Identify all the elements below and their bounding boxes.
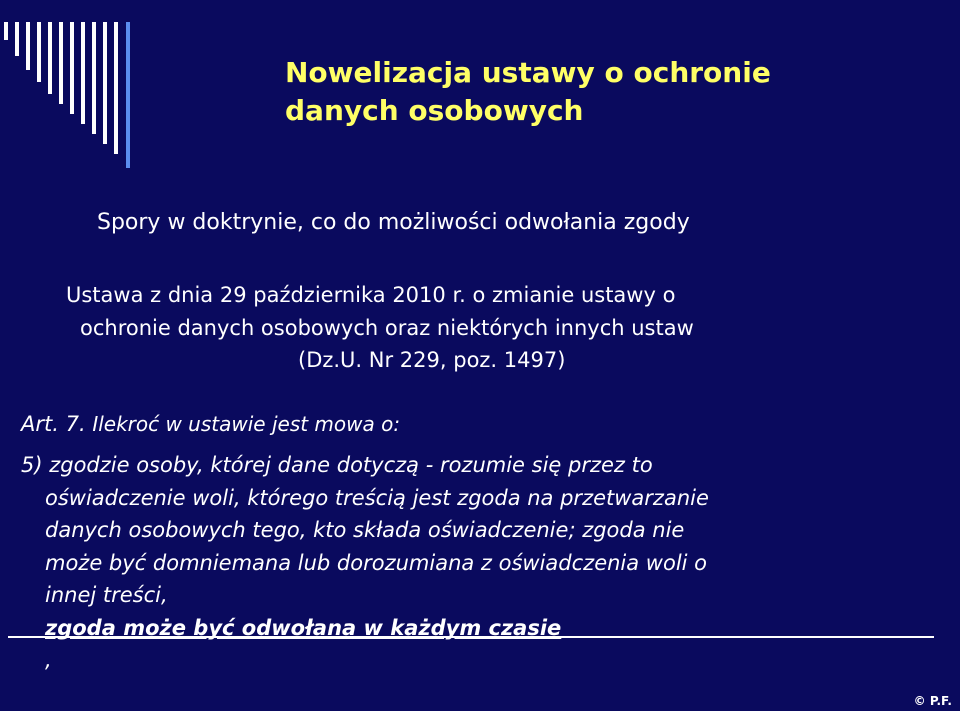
section-heading: Spory w doktrynie, co do możliwości odwołania zgody [97, 210, 690, 235]
footer-copyright: © P.F. [913, 694, 952, 708]
stripe-5 [48, 22, 52, 94]
slide-title-line-2: danych osobowych [285, 94, 584, 127]
stripe-12 [126, 22, 130, 168]
article-point-5 [21, 449, 709, 677]
stripe-3 [26, 22, 30, 70]
stripe-7 [70, 22, 74, 114]
stripe-4 [37, 22, 41, 82]
article-label: Art. 7. [21, 412, 86, 436]
slide-title-line-1: Nowelizacja ustawy o ochronie [285, 56, 771, 89]
article-header [21, 408, 400, 441]
point-line-1: 5) zgodzie osoby, której dane dotyczą - rozumie się przez to [21, 453, 653, 477]
law-reference-line-3: (Dz.U. Nr 229, poz. 1497) [298, 348, 566, 372]
stripe-8 [81, 22, 85, 124]
stripe-1 [4, 22, 8, 40]
point-line-4: może być domniemana lub dorozumiana z oświadczenia woli o [45, 550, 708, 575]
law-reference-line-2: ochronie danych osobowych oraz niektórych innych ustaw [80, 315, 694, 340]
point-line-2: oświadczenie woli, którego treścią jest zgoda na przetwarzanie [45, 485, 709, 510]
point-line-5-end: , [45, 648, 52, 672]
point-line-5-emphasis: zgoda może być odwołana w każdym czasie [45, 615, 562, 640]
horizontal-divider [8, 636, 934, 638]
stripe-11 [114, 22, 118, 154]
law-reference-line-1: Ustawa z dnia 29 października 2010 r. o zmianie ustawy o [66, 283, 676, 307]
point-line-5-text: innej treści, [45, 583, 168, 607]
point-line-3: danych osobowych tego, kto składa oświadczenie; zgoda nie [45, 518, 685, 542]
stripe-10 [103, 22, 107, 144]
slide-title [285, 54, 945, 130]
stripe-2 [15, 22, 19, 56]
point-line-5 [21, 579, 709, 677]
law-reference [66, 279, 694, 377]
stripe-6 [59, 22, 63, 104]
stripe-9 [92, 22, 96, 134]
article-intro: Ilekroć w ustawie jest mowa o: [92, 412, 401, 436]
decorative-stripes [0, 0, 140, 180]
